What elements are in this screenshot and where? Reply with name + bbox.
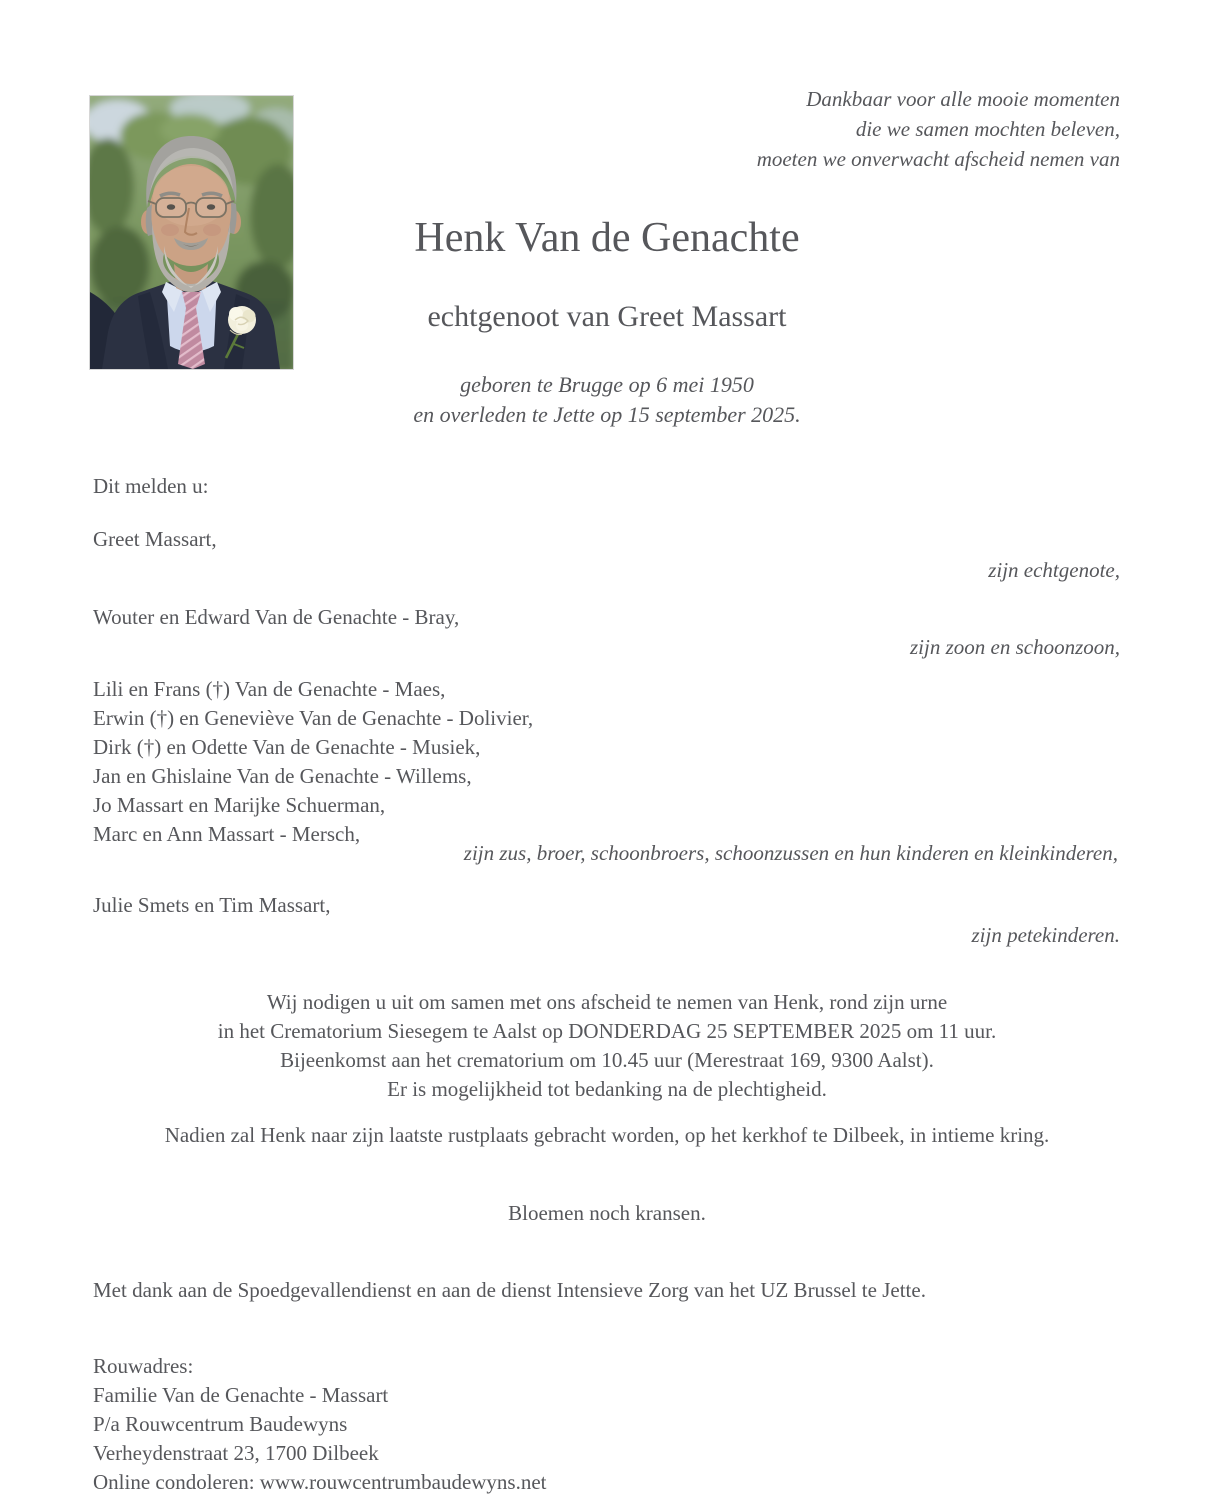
address-funeral-home: P/a Rouwcentrum Baudewyns — [93, 1412, 348, 1436]
siblings-relation: zijn zus, broer, schoonbroers, schoonzussen en hun kinderen en kleinkinderen, — [463, 841, 1118, 865]
ceremony-line-1: Wij nodigen u uit om samen met ons afscheid te nemen van Henk, rond zijn urne — [266, 990, 948, 1014]
spouse-names: Greet Massart, — [93, 527, 217, 551]
life-dates — [0, 370, 1214, 430]
spouse-subtitle: echtgenoot van Greet Massart — [427, 300, 787, 333]
mourning-address — [93, 1352, 547, 1497]
opening-phrase — [757, 84, 1120, 174]
address-family: Familie Van de Genachte - Massart — [93, 1383, 389, 1407]
children-relation: zijn zoon en schoonzoon, — [910, 635, 1120, 659]
sibling-line-6: Marc en Ann Massart - Mersch, — [93, 822, 361, 846]
flowers-note: Bloemen noch kransen. — [508, 1201, 706, 1225]
birth-line: geboren te Brugge op 6 mei 1950 — [460, 372, 754, 397]
sibling-line-3: Dirk (†) en Odette Van de Genachte - Musiek, — [93, 735, 481, 759]
ceremony-line-4: Er is mogelijkheid tot bedanking na de plechtigheid. — [387, 1077, 827, 1101]
deceased-name: Henk Van de Genachte — [414, 215, 800, 261]
godchildren-names: Julie Smets en Tim Massart, — [93, 893, 331, 917]
ceremony-details — [0, 988, 1214, 1104]
ceremony-line-3: Bijeenkomst aan het crematorium om 10.45 uur (Merestraat 169, 9300 Aalst). — [280, 1048, 934, 1072]
burial-note: Nadien zal Henk naar zijn laatste rustplaats gebracht worden, op het kerkhof te Dilbeek, in intieme kring. — [164, 1123, 1050, 1147]
death-line: en overleden te Jette op 15 september 2025. — [413, 402, 801, 427]
opening-line-3: moeten we onverwacht afscheid nemen van — [756, 147, 1120, 171]
siblings-list — [93, 675, 533, 849]
announcement-intro: Dit melden u: — [93, 474, 209, 498]
opening-line-2: die we samen mochten beleven, — [855, 117, 1120, 141]
ceremony-line-2: in het Crematorium Siesegem te Aalst op DONDERDAG 25 SEPTEMBER 2025 om 11 uur. — [217, 1019, 997, 1043]
address-label: Rouwadres: — [93, 1354, 194, 1378]
sibling-line-4: Jan en Ghislaine Van de Genachte - Willems, — [93, 764, 472, 788]
spouse-relation: zijn echtgenote, — [988, 558, 1120, 582]
address-street: Verheydenstraat 23, 1700 Dilbeek — [93, 1441, 379, 1465]
thanks-note: Met dank aan de Spoedgevallendienst en aan de dienst Intensieve Zorg van het UZ Brussel te Jette. — [93, 1278, 926, 1302]
children-names: Wouter en Edward Van de Genachte - Bray, — [93, 605, 460, 629]
sibling-line-5: Jo Massart en Marijke Schuerman, — [93, 793, 386, 817]
sibling-line-1: Lili en Frans (†) Van de Genachte - Maes, — [93, 677, 446, 701]
address-condolence-url: Online condoleren: www.rouwcentrumbaudewyns.net — [93, 1470, 547, 1494]
sibling-line-2: Erwin (†) en Geneviève Van de Genachte - Dolivier, — [93, 706, 534, 730]
godchildren-relation: zijn petekinderen. — [971, 923, 1120, 947]
opening-line-1: Dankbaar voor alle mooie momenten — [806, 87, 1120, 111]
